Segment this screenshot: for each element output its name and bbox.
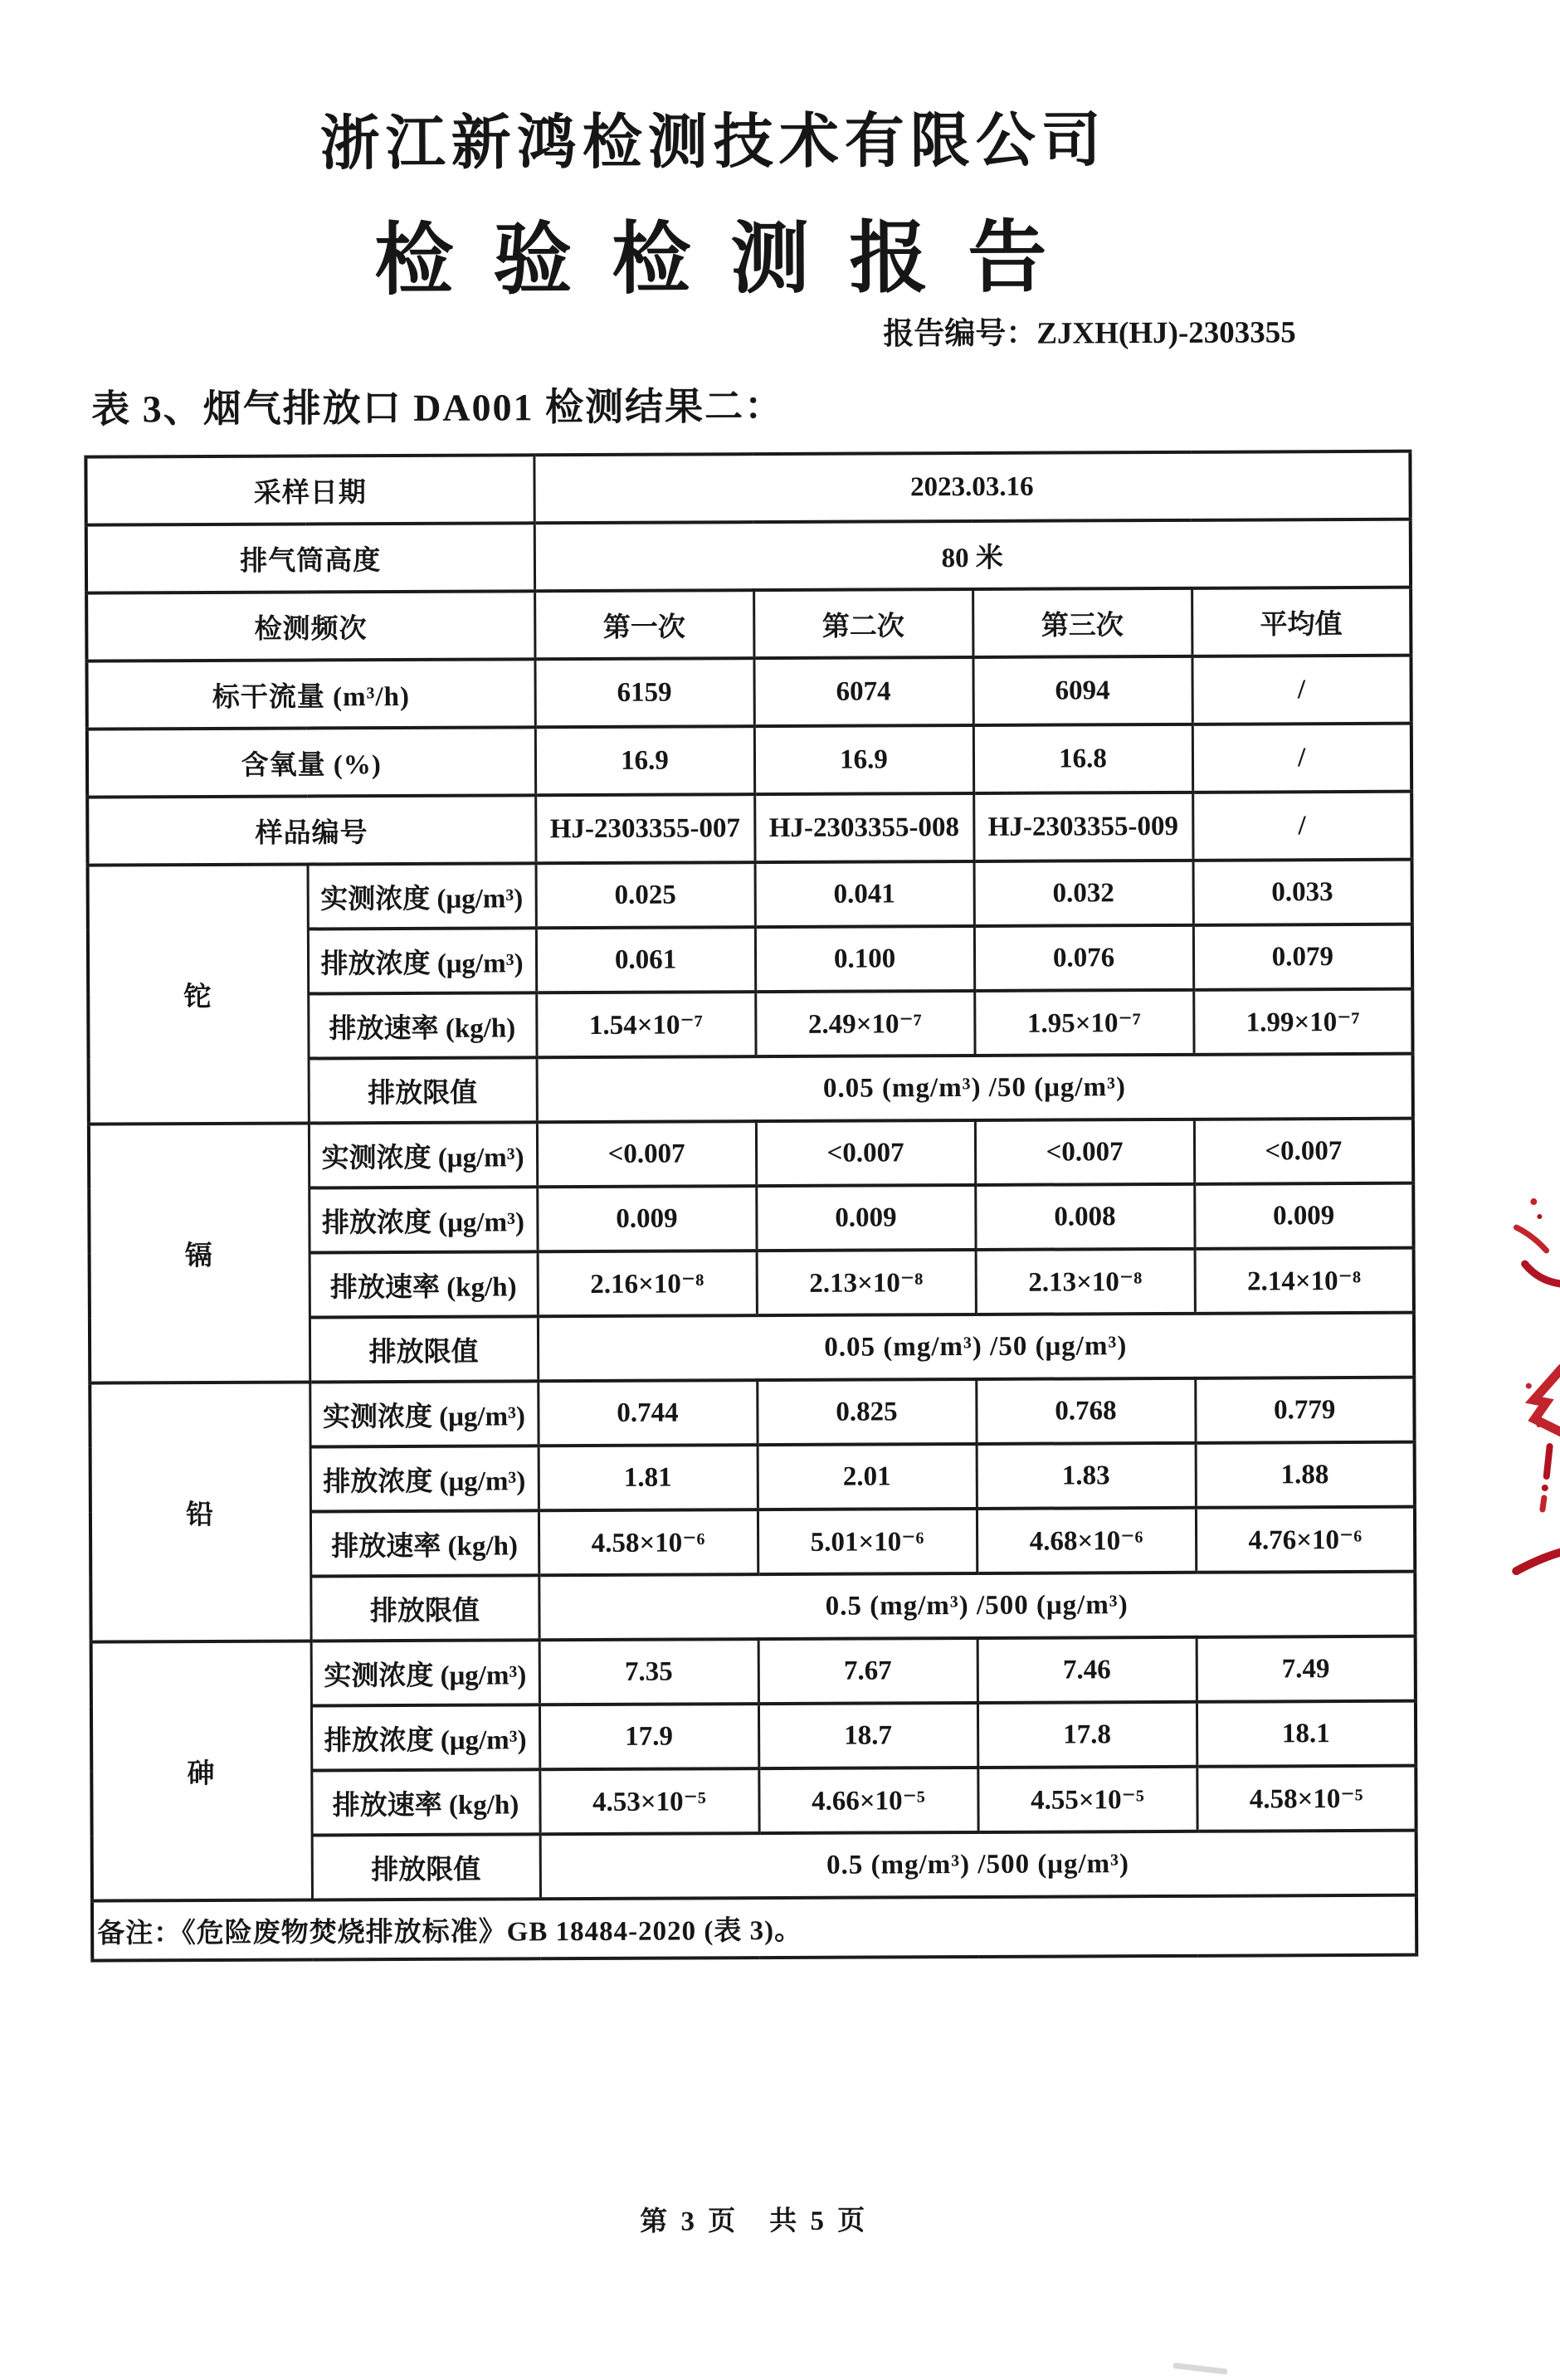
value-cell: 18.1: [1197, 1701, 1416, 1767]
value-cell: 0.825: [757, 1379, 976, 1445]
metal-name-cell: 铅: [90, 1382, 310, 1641]
report-number-label: 报告编号：: [883, 316, 1037, 352]
value-cell: /: [1192, 792, 1411, 861]
value-cell: 0.076: [974, 925, 1193, 991]
limit-label-cell: 排放限值: [309, 1057, 537, 1123]
column-header-cell: 第三次: [973, 588, 1192, 657]
value-cell: 6094: [973, 656, 1192, 725]
value-cell: 17.8: [977, 1702, 1197, 1768]
value-cell: /: [1192, 656, 1411, 724]
table-row: [90, 1378, 1414, 1448]
param-label-cell: 排放浓度 (μg/m³): [309, 1187, 537, 1252]
value-cell: 0.025: [536, 862, 755, 928]
value-cell: <0.007: [537, 1121, 756, 1187]
value-cell: 0.100: [755, 926, 974, 992]
value-cell: 4.68×10⁻⁶: [977, 1508, 1196, 1573]
row-label-cell: 含氧量 (%): [87, 727, 535, 797]
param-label-cell: 实测浓度 (μg/m³): [308, 863, 536, 929]
value-cell: 7.35: [539, 1639, 758, 1705]
document-title: 检验检测报告: [374, 213, 1087, 305]
value-cell: <0.007: [756, 1120, 975, 1186]
value-cell: 1.88: [1196, 1442, 1415, 1508]
param-label-cell: 实测浓度 (μg/m³): [309, 1122, 537, 1188]
column-header-cell: 平均值: [1192, 588, 1411, 656]
value-cell: 5.01×10⁻⁶: [758, 1509, 977, 1574]
value-cell: 2023.03.16: [534, 451, 1410, 524]
value-cell: /: [1192, 724, 1411, 793]
table-row: [85, 451, 1410, 525]
red-handwriting-marks: [1468, 1179, 1560, 1661]
report-number-value: ZJXH(HJ)-2303355: [1036, 315, 1296, 351]
value-cell: HJ-2303355-008: [754, 793, 973, 862]
value-cell: 6159: [534, 658, 753, 727]
scan-artifact: [1172, 2363, 1227, 2375]
value-cell: 6074: [753, 657, 973, 726]
param-label-cell: 排放速率 (kg/h): [310, 1251, 538, 1317]
table-row: [88, 860, 1412, 930]
value-cell: 1.81: [539, 1445, 758, 1510]
value-cell: 0.768: [976, 1378, 1195, 1444]
value-cell: 0.061: [536, 927, 755, 992]
param-label-cell: 排放浓度 (μg/m³): [308, 928, 536, 993]
value-cell: 16.8: [973, 724, 1192, 793]
value-cell: 2.16×10⁻⁸: [538, 1251, 757, 1316]
column-header-cell: 第一次: [534, 590, 753, 659]
table-caption: 表 3、烟气排放口 DA001 检测结果二：: [91, 384, 785, 431]
limit-value-cell: 0.05 (mg/m³) /50 (μg/m³): [538, 1313, 1414, 1382]
value-cell: 18.7: [758, 1703, 977, 1768]
company-name: 浙江新鸿检测技术有限公司: [319, 107, 1107, 178]
param-label-cell: 排放速率 (kg/h): [308, 992, 536, 1058]
param-label-cell: 排放浓度 (μg/m³): [311, 1705, 539, 1770]
value-cell: 7.46: [977, 1637, 1197, 1703]
value-cell: 4.66×10⁻⁵: [758, 1768, 977, 1833]
value-cell: 4.58×10⁻⁶: [539, 1509, 758, 1575]
value-cell: 2.14×10⁻⁸: [1195, 1248, 1414, 1314]
value-cell: 16.9: [754, 725, 973, 794]
value-cell: 0.009: [1194, 1183, 1413, 1249]
value-cell: 4.76×10⁻⁶: [1196, 1507, 1415, 1573]
value-cell: 2.01: [758, 1444, 977, 1509]
value-cell: 2.13×10⁻⁸: [757, 1250, 976, 1315]
value-cell: <0.007: [1194, 1119, 1413, 1184]
table-row: [87, 724, 1411, 797]
value-cell: 0.008: [975, 1184, 1194, 1250]
page-number: 第 3 页 共 5 页: [640, 2206, 869, 2237]
value-cell: 0.009: [756, 1185, 975, 1251]
table-row: [92, 1895, 1416, 1961]
value-cell: 7.49: [1197, 1636, 1416, 1702]
row-label-cell: 排气筒高度: [86, 523, 534, 593]
value-cell: 0.032: [974, 861, 1193, 926]
note-cell: 备注：《危险废物焚烧排放标准》GB 18484-2020 (表 3)。: [92, 1895, 1416, 1961]
limit-label-cell: 排放限值: [310, 1575, 539, 1641]
column-header-cell: 第二次: [753, 589, 973, 658]
value-cell: 7.67: [758, 1638, 977, 1704]
row-label-cell: 样品编号: [87, 795, 535, 865]
value-cell: HJ-2303355-007: [535, 794, 754, 863]
table-row: [86, 588, 1411, 661]
value-cell: 2.13×10⁻⁸: [976, 1249, 1195, 1314]
limit-label-cell: 排放限值: [312, 1834, 540, 1900]
table-row: [89, 1119, 1413, 1189]
value-cell: 0.779: [1195, 1378, 1414, 1443]
value-cell: 2.49×10⁻⁷: [755, 991, 974, 1056]
value-cell: 80 米: [534, 519, 1411, 592]
value-cell: 1.83: [977, 1443, 1196, 1509]
param-label-cell: 实测浓度 (μg/m³): [310, 1381, 538, 1446]
row-label-cell: 标干流量 (m³/h): [86, 659, 534, 729]
value-cell: 0.033: [1193, 860, 1412, 925]
param-label-cell: 排放速率 (kg/h): [310, 1510, 539, 1576]
value-cell: 17.9: [539, 1704, 758, 1769]
value-cell: HJ-2303355-009: [973, 793, 1192, 861]
row-label-cell: 采样日期: [85, 455, 534, 524]
value-cell: 1.99×10⁻⁷: [1193, 989, 1412, 1055]
value-cell: 16.9: [535, 726, 754, 795]
report-number: [883, 306, 1296, 353]
metal-name-cell: 砷: [91, 1641, 312, 1900]
table-row: [91, 1636, 1416, 1707]
metal-name-cell: 镉: [89, 1123, 310, 1383]
value-cell: 0.041: [755, 861, 974, 927]
value-cell: 0.079: [1193, 924, 1412, 990]
row-label-cell: 检测频次: [86, 591, 534, 661]
table-row: [86, 519, 1411, 593]
value-cell: 4.55×10⁻⁵: [977, 1767, 1197, 1832]
results-table: [84, 450, 1418, 1963]
limit-label-cell: 排放限值: [310, 1316, 538, 1382]
value-cell: 4.58×10⁻⁵: [1197, 1766, 1416, 1831]
value-cell: 4.53×10⁻⁵: [539, 1768, 758, 1834]
value-cell: 0.744: [538, 1380, 757, 1446]
limit-value-cell: 0.5 (mg/m³) /500 (μg/m³): [540, 1831, 1416, 1900]
param-label-cell: 排放浓度 (μg/m³): [310, 1446, 539, 1511]
table-row: [86, 656, 1411, 729]
metal-name-cell: 铊: [88, 864, 309, 1124]
table-row: [87, 792, 1411, 866]
param-label-cell: 排放速率 (kg/h): [311, 1769, 539, 1835]
value-cell: <0.007: [975, 1119, 1194, 1185]
limit-value-cell: 0.05 (mg/m³) /50 (μg/m³): [537, 1054, 1413, 1123]
value-cell: 1.95×10⁻⁷: [974, 990, 1193, 1056]
param-label-cell: 实测浓度 (μg/m³): [311, 1640, 539, 1705]
value-cell: 0.009: [537, 1186, 756, 1251]
limit-value-cell: 0.5 (mg/m³) /500 (μg/m³): [539, 1572, 1415, 1641]
value-cell: 1.54×10⁻⁷: [536, 992, 755, 1057]
